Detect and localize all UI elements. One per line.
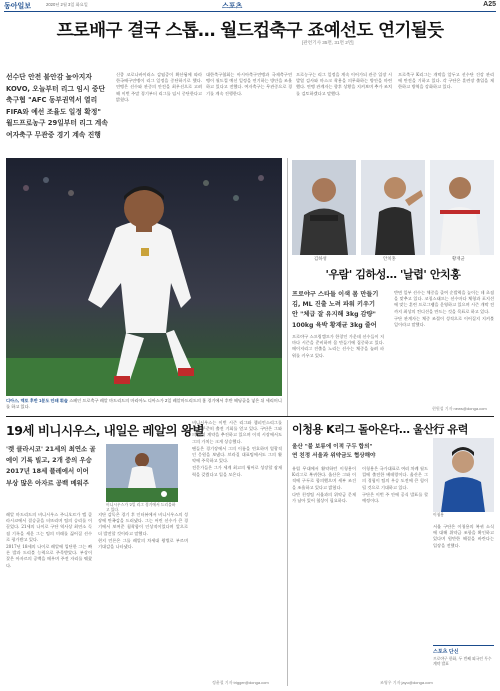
article-column: 서울 구단은 이청용의 복귀 소식에 대해 위약금 조항을 확인하고 있다며 원만한 해결을 바란다는 입장을 전했다. [433, 524, 494, 548]
column-divider [287, 420, 288, 686]
lee-chung-yong-photo [433, 438, 494, 512]
deck-line: 에이 기록 빌고, 2개 중의 우승 [6, 456, 92, 465]
paper-name: 동아일보 [4, 3, 32, 10]
main-photo [6, 158, 282, 396]
soccer-player-photo [6, 158, 282, 396]
article-column: 프로농구는 리그 일정을 계속 이어가되 관중 입장 시 발열 검사와 마스크 착용을 의무화하는 방안을 마련했다. 연맹 관계자는 향후 상황을 지켜보며 추가 조치를 검토하겠다고 말했다. [296, 72, 392, 96]
news-brief-box [433, 645, 494, 685]
deck-line: FIFA와 예선 조율도 일정 확정" [6, 107, 101, 116]
bottom-mid-headline: 이청용 K리그 돌아온다… 울산行 유력 [292, 423, 468, 436]
article-column: 지단 감독은 경기 후 인터뷰에서 비니시우스의 성장에 만족감을 드러냈다. 그는 어린 선수가 큰 경기에서 보여준 침착함이 인상적이었다며 앞으로 더 발전할 것이라고 말했다. 현지 언론은 그를 레알의 차세대 왕별로 부르며 기대감을 나타냈다. [98, 512, 188, 550]
photo-caption [6, 398, 282, 410]
masthead [0, 0, 500, 12]
brief-title: 스포츠 단신 [433, 649, 459, 655]
byline: 정윤철 기자 trigger@donga.com [212, 680, 269, 685]
article-column: 프로야구 스프링캠프가 한창인 가운데 선수들이 저마다 시즌을 준비하며 몸 만들기에 집중하고 있다. 메이저리그 진출을 노리는 선수는 체중을 늘려 파워를 키우고 있다. [292, 334, 384, 358]
portrait-photo [361, 160, 425, 255]
deck-line: 김, ML 진출 노려 파워 키우기 [292, 301, 375, 309]
article-column: 레알 마드리드의 비니시우스 주니오르가 엘 클라시코에서 결승골을 터뜨리며 팀의 승리를 이끌었다. 21세의 나이로 구단 역사상 최연소 득점 기록을 세운 그는 팀의 미래를 짊어질 선수로 평가받고 있다. 2017년 18세의 나이로 레알에 입단한 그는 빠른 발과 드리블 능력으로 주목받았다. 부상이 잦은 아자르의 공백을 메우며 주전 자리를 꿰찼다. [6, 512, 92, 568]
masthead-rule [4, 11, 496, 12]
bottom-left-deck [6, 444, 102, 489]
deck-line: 연 친정 서울과 위약금도 협상해야 [292, 452, 376, 459]
issue-date: 2020년 2월 3일 화요일 [46, 2, 88, 7]
main-deck [6, 72, 110, 141]
deck-line: 안 "체급 잘 유지해 3kg 감량" [292, 311, 376, 319]
caption-text: 스페인 프로축구 레알 마드리드의 마리아노 디아스가 2일 레알마드리드의 홈 경기에서 후반 헤딩골을 넣은 뒤 세리머니를 하고 있다. [6, 398, 282, 409]
section-divider [6, 416, 494, 417]
deck-line: '렛 클라시코' 21세의 최연소 골 [6, 445, 96, 453]
article-column: 대한축구협회는 아시아축구연맹과 국제축구연맹이 월드컵 예선 일정을 연기하는 방안을 조율하고 있다고 전했다. 여자축구는 무관중으로 경기를 계속 진행한다. [206, 72, 292, 96]
deck-line: 울산 "불 보류에 이적 구두 합의" [292, 444, 373, 450]
caption-title: 디아스, 엑토 후반 1분도 안돼 휘슬 [6, 398, 68, 403]
portrait-photo [430, 160, 494, 255]
page-number: A25 [483, 1, 496, 8]
article-column: 반면 일부 선수는 체중을 줄여 순발력을 높이는 데 초점을 맞추고 있다. 코칭스태프는 선수마다 체형과 포지션에 맞는 훈련 프로그램을 운영하고 있으며 시즌 개막 전까지 최상의 컨디션을 만드는 것을 목표로 하고 있다. 구단 관계자는 체중 조절이 성적으로 이어질지 지켜볼 일이라고 말했다. [394, 290, 494, 328]
portrait-photo [292, 160, 356, 255]
article-column: 신종 코로나바이러스 감염증이 확산됨에 따라 한국배구연맹이 리그 일정을 중단하기로 했다. 연맹은 선수와 관중의 안전을 최우선으로 고려해 이번 주말 경기부터 리그를 임시 중단한다고 밝혔다. [116, 72, 202, 102]
portrait-name: 황재균 [452, 256, 465, 261]
byline: 조영우 기자 jayu@donga.com [380, 680, 433, 685]
byline: 현원섭 기자 news@donga.com [432, 406, 487, 411]
article-column: 비니시우스는 이번 시즌 리그와 챔피언스리그를 합쳐 꾸준히 출전 기회를 얻고 있다. 구단은 그와의 장기 계약을 추진하고 있으며 이적 시장에서도 그의 가치는 크게 상승했다. 팬들은 경기장에서 그의 이름을 연호하며 열광적인 응원을 보냈다. 브라질 대표팀에서도 그의 활약에 주목하고 있다. 전문가들은 그가 세계 최고의 윙어로 성장할 잠재력을 갖췄다고 입을 모은다. [192, 420, 282, 477]
column-divider [287, 158, 288, 416]
photo-caption: 비니시우스가 '2일 리그 경기에서 드리블하고 있다. [106, 503, 176, 512]
deck-line: 100kg 육박 황재균 3kg 줄어 [292, 321, 377, 329]
deck-line: 2017년 18세 플레에서 이어 [6, 467, 89, 476]
article-column: 프로축구 K리그는 개막을 앞두고 선수단 건강 관리에 만전을 기하고 있다. 각 구단은 훈련장 출입을 제한하고 방역을 강화하고 있다. [398, 72, 494, 90]
bottom-left-headline: 19세 비니시우스, 내일은 레알의 왕별 [6, 423, 205, 438]
deck-line: 월드프로농구 29일부터 리그 계속 [6, 119, 108, 127]
article-column: 이청용은 국가대표로 여러 차례 월드컵에 출전한 베테랑이다. 울산은 그의 경험이 팀의 우승 도전에 큰 힘이 될 것으로 기대하고 있다. 구단은 이번 주 안에 공식 발표를 할 예정이다. [362, 466, 428, 504]
photo-caption: 이청용 [433, 513, 445, 517]
portrait-strip [292, 160, 494, 261]
bottom-mid-deck [292, 443, 410, 460]
deck-line: 축구협 "AFC 동부권역서 열리 [6, 96, 98, 104]
deck-line: 여자축구 무관중 경기 계속 진행 [6, 130, 101, 139]
portrait-name: 김하성 [314, 256, 327, 261]
section-title: 스포츠 [222, 3, 243, 10]
portrait-name: 안치홍 [383, 256, 396, 261]
deck-line: 부상 많은 아자르 공백 메워주 [6, 478, 89, 487]
subarticle-deck [292, 290, 384, 331]
main-headline: 프로배구 결국 스톱… 월드컵축구 죠예선도 연기될듯 [56, 21, 444, 41]
article-column: 유럽 무대에서 활약하던 이청용이 K리그로 복귀한다. 울산은 그와 이적에 구두로 합의했으며 세부 조건을 조율하고 있다고 밝혔다. 다만 친정팀 서울과의 위약금 문제가 남아 있어 협상이 필요하다. [292, 466, 356, 504]
deck-line: 선수단 안전 불안감 높아지자 [6, 73, 92, 81]
related-articles-note: [관련기사 35면, 31면 2면] [302, 40, 354, 45]
vinicius-photo [106, 444, 178, 502]
deck-line: KOVO, 오늘부터 리그 임시 중단 [6, 84, 106, 93]
brief-body: 프로야구 한화, 두 번째 외국인 투수 계약 발표 [433, 656, 492, 666]
subarticle-headline: '우람' 김하성… '날렵' 안치홍 [325, 268, 461, 281]
deck-line: 프로야구 스타들 이색 몸 만들기 [292, 291, 379, 298]
